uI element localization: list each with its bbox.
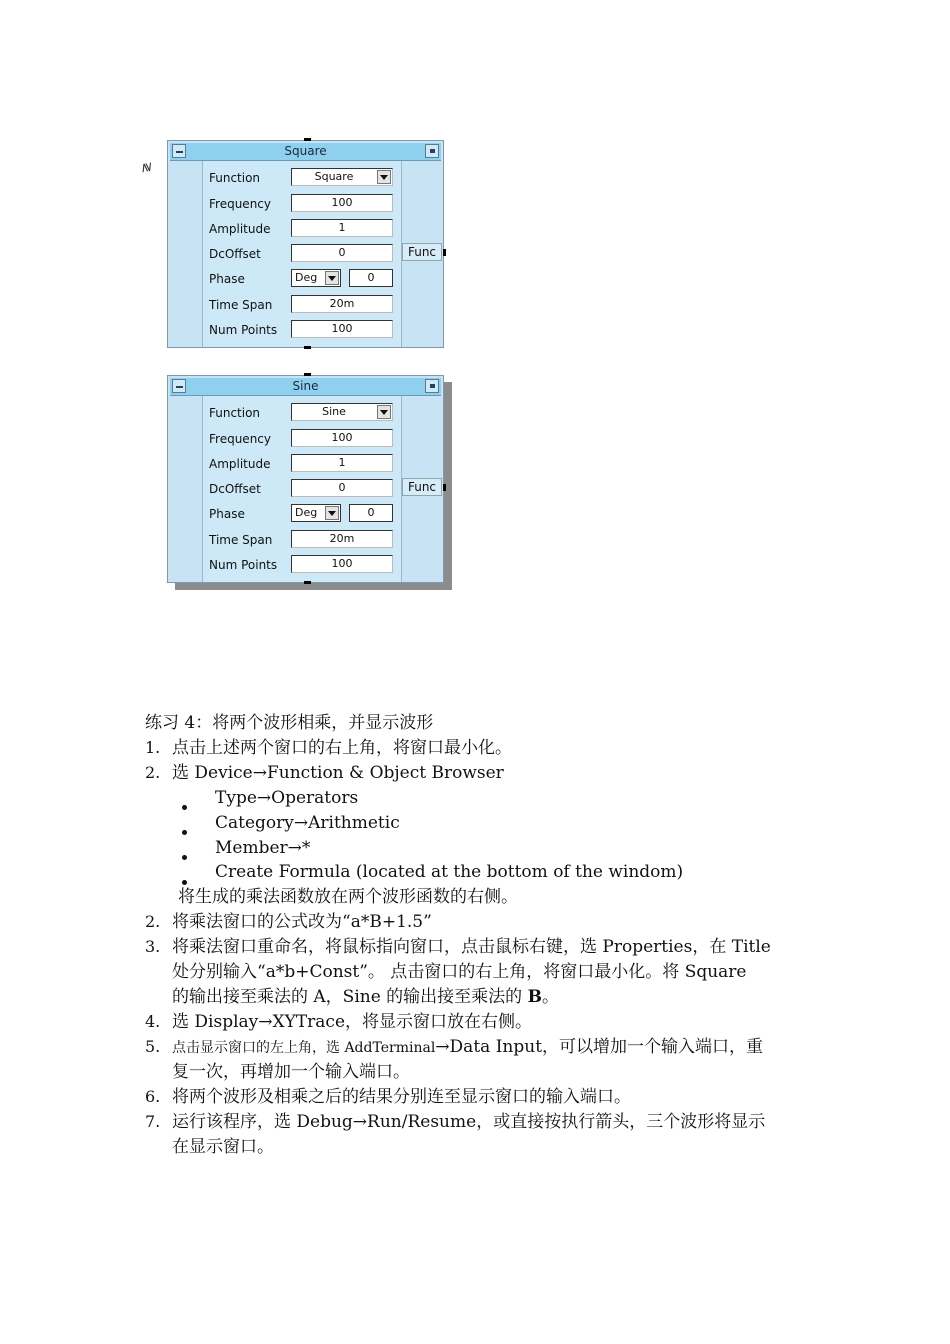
phase-unit-select[interactable] (291, 269, 341, 287)
row-time-span (203, 295, 401, 315)
step-text: 将乘法窗口的公式改为“a*B+1.5” (172, 912, 432, 932)
panel-bottom-pin (304, 346, 311, 349)
label-frequency: Frequency (209, 197, 271, 211)
func-output-pin[interactable]: Func (402, 478, 442, 496)
row-dcoffset (203, 244, 401, 264)
label-amplitude: Amplitude (209, 222, 271, 236)
label-time-span: Time Span (209, 298, 273, 312)
bullet-icon (182, 830, 187, 835)
dropdown-arrow-icon[interactable] (377, 170, 391, 184)
row-dcoffset (203, 479, 401, 499)
panel-title-bar[interactable] (170, 378, 441, 396)
bullet-text: Member→* (215, 838, 311, 858)
label-amplitude: Amplitude (209, 457, 271, 471)
maximize-icon[interactable] (425, 144, 439, 158)
label-function: Function (209, 406, 261, 420)
stray-mark: ≷ (138, 160, 155, 175)
step-text: 将生成的乘法函数放在两个波形函数的右侧。 (178, 887, 518, 907)
label-num-points: Num Points (209, 558, 278, 572)
label-phase: Phase (209, 272, 245, 286)
step-number: 2. (145, 763, 161, 782)
step-number: 4. (145, 1012, 161, 1031)
row-phase (203, 504, 401, 524)
label-dcoffset: DcOffset (209, 247, 261, 261)
step-number: 7. (145, 1112, 161, 1131)
row-frequency (203, 429, 401, 449)
step-text-small: 点击显示窗口的左上角，选 AddTerminal (172, 1040, 436, 1056)
exercise-heading: 练习 4：将两个波形相乘，并显示波形 (145, 713, 434, 733)
num-points-field[interactable]: 100 (291, 555, 393, 573)
row-function (203, 403, 401, 423)
output-connector[interactable] (443, 484, 446, 491)
frequency-field[interactable]: 100 (291, 194, 393, 212)
label-function: Function (209, 171, 261, 185)
bullet-icon (182, 805, 187, 810)
panel-title: Square (284, 144, 327, 158)
row-time-span (203, 530, 401, 550)
bullet-icon (182, 855, 187, 860)
time-span-field[interactable]: 20m (291, 295, 393, 313)
phase-field[interactable]: 0 (349, 504, 393, 522)
phase-unit-value: Deg (295, 506, 318, 519)
phase-unit-value: Deg (295, 271, 318, 284)
panel-body (202, 161, 402, 347)
output-connector[interactable] (443, 249, 446, 256)
func-output-pin[interactable]: Func (402, 243, 442, 261)
step-number: 6. (145, 1087, 161, 1106)
panel-bottom-pin (304, 581, 311, 584)
panel-top-pin (304, 373, 311, 376)
step-text-bold: B (527, 987, 542, 1007)
step-text: 选 Device→Function & Object Browser (172, 763, 504, 783)
step-text-part: 的输出接至乘法的 A，Sine 的输出接至乘法的 (172, 987, 528, 1007)
dropdown-arrow-icon[interactable] (325, 271, 339, 285)
dcoffset-field[interactable]: 0 (291, 479, 393, 497)
function-select[interactable] (291, 168, 393, 186)
row-frequency (203, 194, 401, 214)
step-number: 5. (145, 1037, 161, 1056)
dropdown-arrow-icon[interactable] (325, 506, 339, 520)
step-text: 将乘法窗口重命名，将鼠标指向窗口，点击鼠标右键，选 Properties，在 Title (172, 937, 771, 957)
num-points-field[interactable]: 100 (291, 320, 393, 338)
label-dcoffset: DcOffset (209, 482, 261, 496)
step-text: 选 Display→XYTrace，将显示窗口放在右侧。 (172, 1012, 533, 1032)
step-text: 在显示窗口。 (172, 1137, 274, 1157)
step-text: 点击上述两个窗口的右上角，将窗口最小化。 (172, 738, 512, 758)
amplitude-field[interactable]: 1 (291, 219, 393, 237)
frequency-field[interactable]: 100 (291, 429, 393, 447)
bullet-text: Type→Operators (215, 788, 359, 808)
square-function-panel[interactable] (167, 140, 444, 348)
function-value: Sine (322, 405, 346, 418)
row-num-points (203, 320, 401, 340)
maximize-icon[interactable] (425, 379, 439, 393)
bullet-icon (182, 880, 187, 885)
step-text: 复一次，再增加一个输入端口。 (172, 1062, 410, 1082)
bullet-text: Create Formula (located at the bottom of the windom) (215, 862, 684, 882)
bullet-text: Category→Arithmetic (215, 813, 400, 833)
row-amplitude (203, 454, 401, 474)
step-number: 2. (145, 912, 161, 931)
step-text: 将两个波形及相乘之后的结果分别连至显示窗口的输入端口。 (172, 1087, 631, 1107)
sine-function-panel[interactable] (167, 375, 444, 583)
step-text-part: →Data Input，可以增加一个输入端口，重 (435, 1037, 764, 1057)
dcoffset-field[interactable]: 0 (291, 244, 393, 262)
row-num-points (203, 555, 401, 575)
row-function (203, 168, 401, 188)
panel-top-pin (304, 138, 311, 141)
function-value: Square (314, 170, 354, 183)
row-phase (203, 269, 401, 289)
step-text (172, 986, 559, 1008)
panel-title-bar[interactable] (170, 143, 441, 161)
step-text: 运行该程序，选 Debug→Run/Resume，或直接按执行箭头，三个波形将显示 (172, 1112, 766, 1132)
phase-unit-select[interactable] (291, 504, 341, 522)
function-select[interactable] (291, 403, 393, 421)
step-text (172, 1036, 763, 1059)
label-time-span: Time Span (209, 533, 273, 547)
label-frequency: Frequency (209, 432, 271, 446)
step-number: 1. (145, 738, 161, 757)
label-num-points: Num Points (209, 323, 278, 337)
phase-field[interactable]: 0 (349, 269, 393, 287)
step-number: 3. (145, 937, 161, 956)
panel-body (202, 396, 402, 582)
row-amplitude (203, 219, 401, 239)
label-phase: Phase (209, 507, 245, 521)
time-span-field[interactable]: 20m (291, 530, 393, 548)
amplitude-field[interactable]: 1 (291, 454, 393, 472)
step-text-part: 。 (541, 987, 559, 1007)
dropdown-arrow-icon[interactable] (377, 405, 391, 419)
step-text: 处分别输入“a*b+Const”。 点击窗口的右上角，将窗口最小化。将 Square (172, 962, 747, 982)
panel-title: Sine (292, 379, 319, 393)
